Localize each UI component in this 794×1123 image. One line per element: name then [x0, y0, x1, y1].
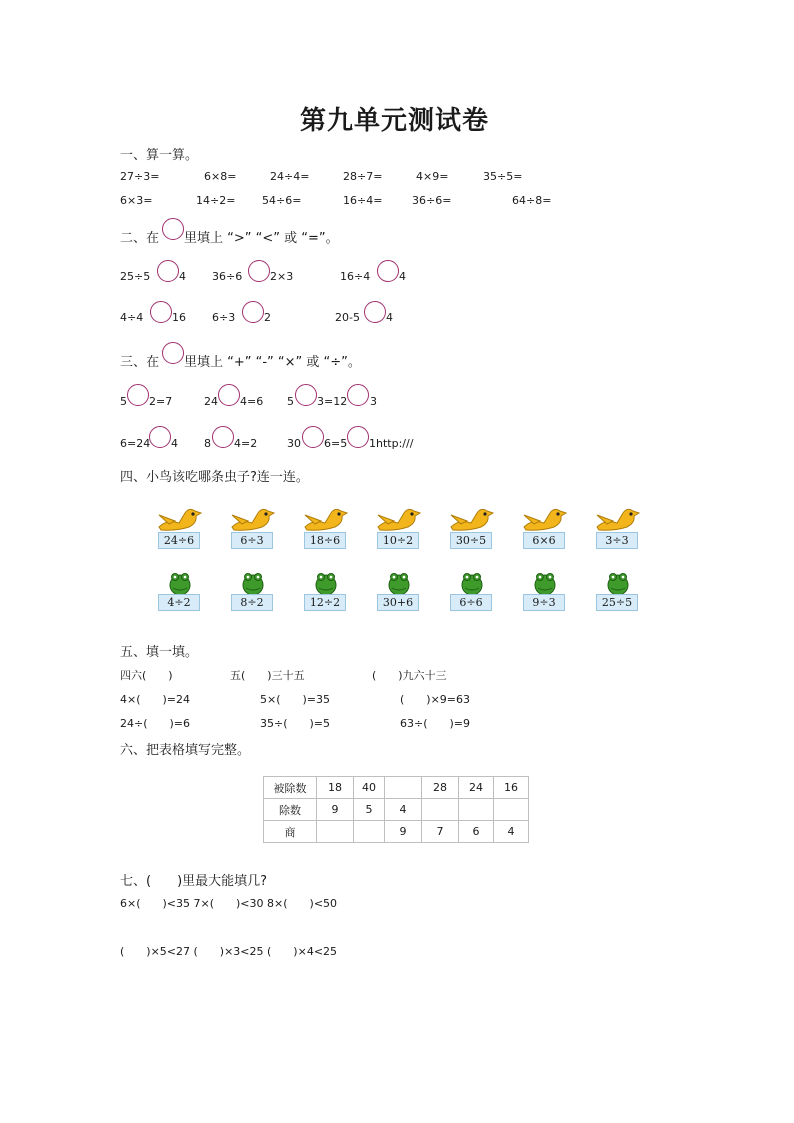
table-cell: 24 [459, 777, 494, 799]
table-cell[interactable] [494, 799, 529, 821]
s1-problem: 64÷8= [512, 194, 552, 207]
table-cell: 4 [494, 821, 529, 843]
table-cell: 被除数 [264, 777, 317, 799]
s2-right: 4 [179, 270, 186, 283]
frog-label: 9÷3 [523, 594, 565, 611]
section-4-heading: 四、小鸟该吃哪条虫子?连一连。 [120, 470, 309, 485]
answer-circle[interactable] [248, 260, 270, 282]
table-cell: 18 [317, 777, 354, 799]
s1-problem: 14÷2= [196, 194, 236, 207]
fill-blank: 四六( ) [120, 669, 173, 682]
section-6-heading: 六、把表格填写完整。 [120, 743, 251, 758]
section-1-heading: 一、算一算。 [120, 148, 199, 163]
answer-circle[interactable] [347, 384, 369, 406]
bird-label: 18÷6 [304, 532, 346, 549]
s1-problem: 27÷3= [120, 170, 160, 183]
bird-item[interactable] [447, 505, 497, 547]
bird-item[interactable] [374, 505, 424, 547]
s2-right: 2 [264, 311, 271, 324]
section-3-heading-end: 里填上 “+” “-” “×” 或 “÷”。 [184, 355, 361, 370]
answer-circle[interactable] [212, 426, 234, 448]
fill-blank: 4×( )=24 [120, 693, 191, 706]
s7-line: 6×( )<35 7×( )<30 8×( )<50 [120, 897, 338, 910]
bird-item[interactable] [155, 505, 205, 547]
bird-label: 30÷5 [450, 532, 492, 549]
frog-item[interactable] [593, 570, 633, 609]
table-row [264, 777, 529, 799]
s1-problem: 16÷4= [343, 194, 383, 207]
fill-blank: 35÷( )=5 [260, 717, 331, 730]
s1-problem: 36÷6= [412, 194, 452, 207]
fill-blank: 24÷( )=6 [120, 717, 191, 730]
answer-circle[interactable] [218, 384, 240, 406]
s3-term: 4=6 [240, 395, 264, 408]
fill-blank: ( )九六十三 [372, 669, 447, 682]
bird-label: 6×6 [523, 532, 565, 549]
fill-blank: 5×( )=35 [260, 693, 331, 706]
table-cell: 4 [385, 799, 422, 821]
table-row [264, 821, 529, 843]
s3-term: 4=2 [234, 437, 258, 450]
s3-term: 2=7 [149, 395, 173, 408]
answer-circle[interactable] [302, 426, 324, 448]
fill-blank: ( )×9=63 [400, 693, 471, 706]
bird-label: 3÷3 [596, 532, 638, 549]
table-cell: 6 [459, 821, 494, 843]
table-cell: 商 [264, 821, 317, 843]
frog-item[interactable] [228, 570, 268, 609]
bird-item[interactable] [520, 505, 570, 547]
answer-circle[interactable] [242, 301, 264, 323]
frog-item[interactable] [520, 570, 560, 609]
bird-label: 6÷3 [231, 532, 273, 549]
frog-label: 4÷2 [158, 594, 200, 611]
s3-term: 30 [287, 437, 301, 450]
section-7-heading: 七、( )里最大能填几? [120, 874, 268, 889]
s2-right: 4 [386, 311, 393, 324]
s3-term: 3 [370, 395, 377, 408]
table-cell: 16 [494, 777, 529, 799]
answer-circle[interactable] [162, 218, 184, 240]
frog-item[interactable] [374, 570, 414, 609]
s3-term: 4 [171, 437, 178, 450]
table-cell[interactable] [354, 821, 385, 843]
table-cell[interactable] [422, 799, 459, 821]
bird-label: 10÷2 [377, 532, 419, 549]
s1-problem: 24÷4= [270, 170, 310, 183]
table-cell: 除数 [264, 799, 317, 821]
s2-left: 16÷4 [340, 270, 371, 283]
table-cell: 28 [422, 777, 459, 799]
division-table [263, 776, 529, 843]
s3-term: 24 [204, 395, 218, 408]
table-cell[interactable] [459, 799, 494, 821]
s2-left: 6÷3 [212, 311, 236, 324]
answer-circle[interactable] [150, 301, 172, 323]
s1-problem: 35÷5= [483, 170, 523, 183]
answer-circle[interactable] [157, 260, 179, 282]
frog-item[interactable] [301, 570, 341, 609]
table-cell: 7 [422, 821, 459, 843]
table-row [264, 799, 529, 821]
table-cell[interactable] [385, 777, 422, 799]
frog-label: 8÷2 [231, 594, 273, 611]
section-3-heading-start: 三、在 [120, 355, 160, 370]
s1-problem: 28÷7= [343, 170, 383, 183]
table-cell: 40 [354, 777, 385, 799]
answer-circle[interactable] [162, 342, 184, 364]
answer-circle[interactable] [149, 426, 171, 448]
s3-term: 1http:/// [369, 437, 414, 450]
section-2-heading-start: 二、在 [120, 231, 160, 246]
s2-right: 4 [399, 270, 406, 283]
frog-label: 6÷6 [450, 594, 492, 611]
s2-left: 36÷6 [212, 270, 243, 283]
answer-circle[interactable] [364, 301, 386, 323]
s2-right: 16 [172, 311, 186, 324]
section-2-heading-end: 里填上 “>” “<” 或 “=”。 [184, 231, 339, 246]
frog-label: 12÷2 [304, 594, 346, 611]
page-title: 第九单元测试卷 [300, 106, 490, 136]
s3-term: 5 [120, 395, 127, 408]
table-cell[interactable] [317, 821, 354, 843]
bird-item[interactable] [593, 505, 643, 547]
answer-circle[interactable] [377, 260, 399, 282]
frog-label: 30+6 [377, 594, 419, 611]
table-cell: 9 [317, 799, 354, 821]
s1-problem: 54÷6= [262, 194, 302, 207]
s2-left: 4÷4 [120, 311, 144, 324]
table-cell: 5 [354, 799, 385, 821]
bird-item[interactable] [301, 505, 351, 547]
s3-term: 6=24 [120, 437, 151, 450]
section-5-heading: 五、填一填。 [120, 645, 199, 660]
s7-line: ( )×5<27 ( )×3<25 ( )×4<25 [120, 945, 338, 958]
s3-term: 3=12 [317, 395, 348, 408]
frog-item[interactable] [447, 570, 487, 609]
answer-circle[interactable] [127, 384, 149, 406]
s1-problem: 6×8= [204, 170, 237, 183]
fill-blank: 五( )三十五 [230, 669, 305, 682]
bird-label: 24÷6 [158, 532, 200, 549]
s2-left: 20-5 [335, 311, 360, 324]
s1-problem: 6×3= [120, 194, 153, 207]
frog-label: 25÷5 [596, 594, 638, 611]
s3-term: 8 [204, 437, 211, 450]
frog-item[interactable] [155, 570, 195, 609]
s2-right: 2×3 [270, 270, 294, 283]
s2-left: 25÷5 [120, 270, 151, 283]
answer-circle[interactable] [295, 384, 317, 406]
answer-circle[interactable] [347, 426, 369, 448]
fill-blank: 63÷( )=9 [400, 717, 471, 730]
s1-problem: 4×9= [416, 170, 449, 183]
table-cell: 9 [385, 821, 422, 843]
s3-term: 6=5 [324, 437, 348, 450]
s3-term: 5 [287, 395, 294, 408]
bird-item[interactable] [228, 505, 278, 547]
